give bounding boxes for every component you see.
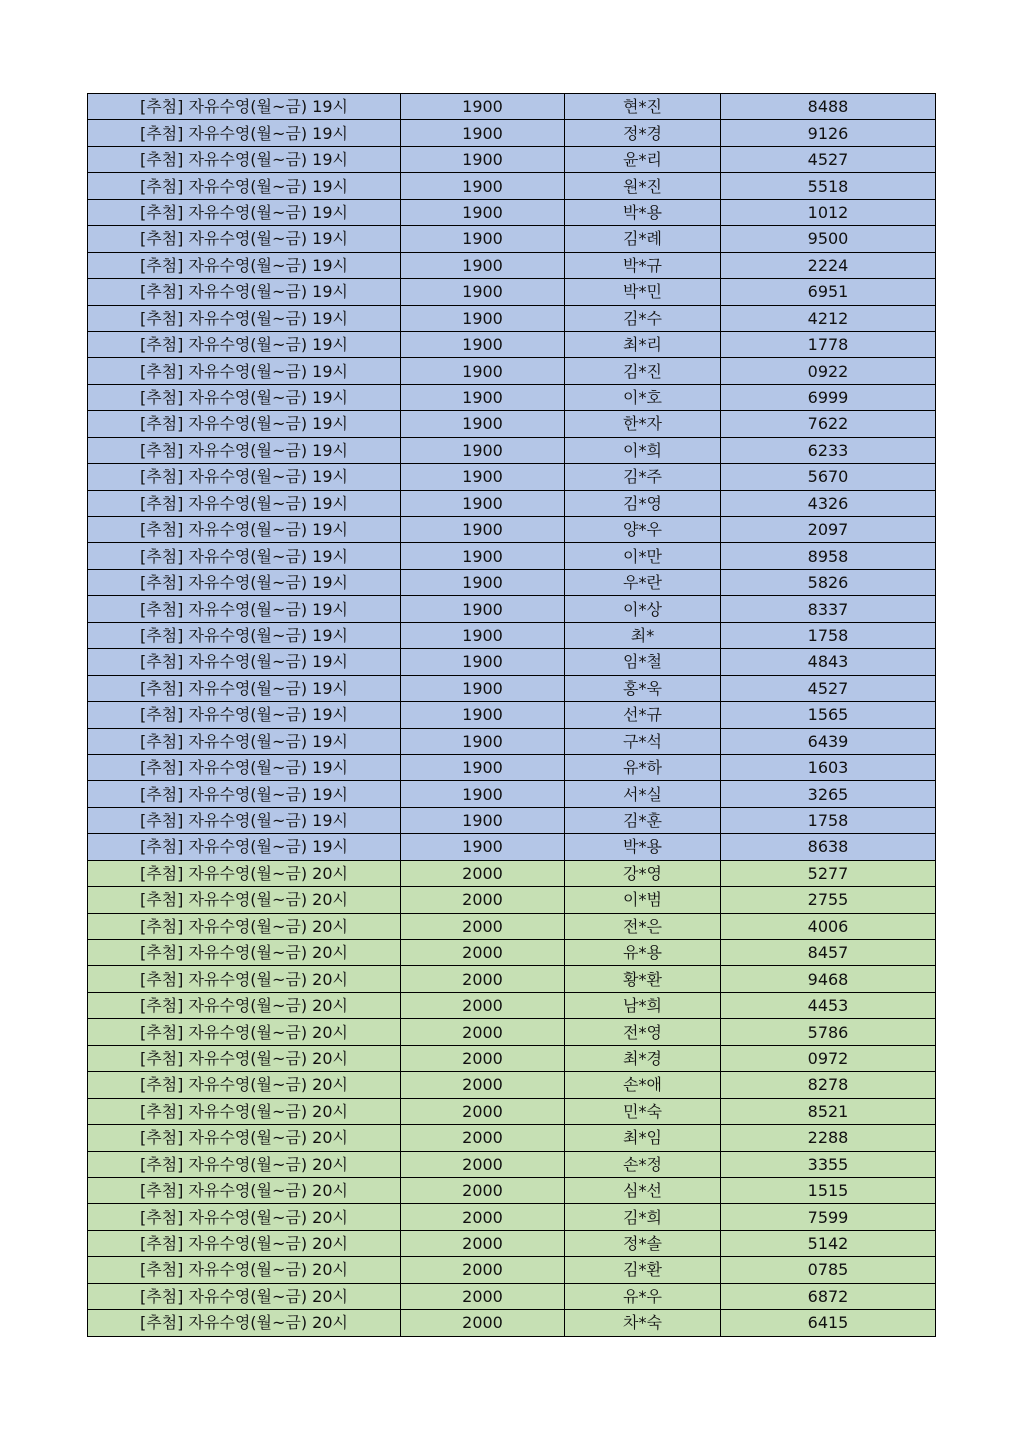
table-row: [88, 437, 936, 463]
name-cell: 김*례: [565, 226, 721, 252]
table-row: [88, 1283, 936, 1309]
code-cell: 2000: [401, 1019, 565, 1045]
number-cell: 8457: [721, 940, 936, 966]
number-cell: 8958: [721, 543, 936, 569]
program-cell: [추첨] 자유수영(월~금) 19시: [88, 173, 401, 199]
table-row: [88, 596, 936, 622]
code-cell: 2000: [401, 1204, 565, 1230]
name-cell: 선*규: [565, 702, 721, 728]
number-cell: 8278: [721, 1072, 936, 1098]
number-cell: 7599: [721, 1204, 936, 1230]
table-row: [88, 384, 936, 410]
code-cell: 2000: [401, 1230, 565, 1256]
name-cell: 이*만: [565, 543, 721, 569]
program-cell: [추첨] 자유수영(월~금) 19시: [88, 252, 401, 278]
table-body: [88, 94, 936, 1337]
code-cell: 1900: [401, 517, 565, 543]
number-cell: 6439: [721, 728, 936, 754]
code-cell: 1900: [401, 384, 565, 410]
table-row: [88, 1230, 936, 1256]
table-row: [88, 305, 936, 331]
name-cell: 홍*욱: [565, 675, 721, 701]
program-cell: [추첨] 자유수영(월~금) 19시: [88, 120, 401, 146]
table-row: [88, 94, 936, 120]
table-row: [88, 146, 936, 172]
program-cell: [추첨] 자유수영(월~금) 20시: [88, 1072, 401, 1098]
program-cell: [추첨] 자유수영(월~금) 19시: [88, 490, 401, 516]
code-cell: 1900: [401, 411, 565, 437]
program-cell: [추첨] 자유수영(월~금) 20시: [88, 1283, 401, 1309]
program-cell: [추첨] 자유수영(월~금) 20시: [88, 992, 401, 1018]
name-cell: 우*란: [565, 569, 721, 595]
code-cell: 1900: [401, 305, 565, 331]
code-cell: 1900: [401, 728, 565, 754]
code-cell: 1900: [401, 120, 565, 146]
number-cell: 6233: [721, 437, 936, 463]
number-cell: 4212: [721, 305, 936, 331]
number-cell: 5670: [721, 464, 936, 490]
table-row: [88, 807, 936, 833]
name-cell: 정*경: [565, 120, 721, 146]
number-cell: 2097: [721, 517, 936, 543]
name-cell: 윤*리: [565, 146, 721, 172]
name-cell: 남*희: [565, 992, 721, 1018]
number-cell: 6872: [721, 1283, 936, 1309]
table-row: [88, 649, 936, 675]
code-cell: 1900: [401, 464, 565, 490]
code-cell: 2000: [401, 1072, 565, 1098]
code-cell: 1900: [401, 781, 565, 807]
table-row: [88, 331, 936, 357]
table-row: [88, 1072, 936, 1098]
program-cell: [추첨] 자유수영(월~금) 19시: [88, 437, 401, 463]
table-row: [88, 1151, 936, 1177]
number-cell: 5142: [721, 1230, 936, 1256]
name-cell: 손*정: [565, 1151, 721, 1177]
name-cell: 전*은: [565, 913, 721, 939]
name-cell: 이*호: [565, 384, 721, 410]
table-row: [88, 1310, 936, 1336]
number-cell: 8337: [721, 596, 936, 622]
name-cell: 김*희: [565, 1204, 721, 1230]
number-cell: 0785: [721, 1257, 936, 1283]
number-cell: 1515: [721, 1177, 936, 1203]
name-cell: 차*숙: [565, 1310, 721, 1336]
name-cell: 김*훈: [565, 807, 721, 833]
program-cell: [추첨] 자유수영(월~금) 19시: [88, 702, 401, 728]
table-row: [88, 1257, 936, 1283]
program-cell: [추첨] 자유수영(월~금) 20시: [88, 1151, 401, 1177]
name-cell: 이*범: [565, 887, 721, 913]
program-cell: [추첨] 자유수영(월~금) 19시: [88, 279, 401, 305]
table-row: [88, 199, 936, 225]
number-cell: 1758: [721, 807, 936, 833]
number-cell: 0972: [721, 1045, 936, 1071]
number-cell: 1603: [721, 754, 936, 780]
code-cell: 1900: [401, 569, 565, 595]
name-cell: 원*진: [565, 173, 721, 199]
code-cell: 1900: [401, 834, 565, 860]
program-cell: [추첨] 자유수영(월~금) 19시: [88, 649, 401, 675]
code-cell: 2000: [401, 1151, 565, 1177]
program-cell: [추첨] 자유수영(월~금) 19시: [88, 569, 401, 595]
number-cell: 1758: [721, 622, 936, 648]
table-row: [88, 754, 936, 780]
name-cell: 구*석: [565, 728, 721, 754]
number-cell: 2224: [721, 252, 936, 278]
code-cell: 2000: [401, 1125, 565, 1151]
table-row: [88, 966, 936, 992]
program-cell: [추첨] 자유수영(월~금) 19시: [88, 146, 401, 172]
program-cell: [추첨] 자유수영(월~금) 19시: [88, 358, 401, 384]
number-cell: 6999: [721, 384, 936, 410]
code-cell: 2000: [401, 1045, 565, 1071]
number-cell: 1565: [721, 702, 936, 728]
table-row: [88, 1125, 936, 1151]
number-cell: 6415: [721, 1310, 936, 1336]
program-cell: [추첨] 자유수영(월~금) 19시: [88, 411, 401, 437]
name-cell: 유*용: [565, 940, 721, 966]
code-cell: 1900: [401, 331, 565, 357]
code-cell: 1900: [401, 252, 565, 278]
program-cell: [추첨] 자유수영(월~금) 20시: [88, 1177, 401, 1203]
name-cell: 정*솔: [565, 1230, 721, 1256]
name-cell: 임*철: [565, 649, 721, 675]
code-cell: 1900: [401, 754, 565, 780]
code-cell: 1900: [401, 173, 565, 199]
code-cell: 1900: [401, 94, 565, 120]
table-row: [88, 728, 936, 754]
program-cell: [추첨] 자유수영(월~금) 19시: [88, 754, 401, 780]
name-cell: 황*환: [565, 966, 721, 992]
table-row: [88, 543, 936, 569]
name-cell: 손*애: [565, 1072, 721, 1098]
program-cell: [추첨] 자유수영(월~금) 20시: [88, 887, 401, 913]
table-row: [88, 464, 936, 490]
code-cell: 2000: [401, 860, 565, 886]
name-cell: 박*규: [565, 252, 721, 278]
name-cell: 김*진: [565, 358, 721, 384]
program-cell: [추첨] 자유수영(월~금) 20시: [88, 1257, 401, 1283]
table-row: [88, 675, 936, 701]
program-cell: [추첨] 자유수영(월~금) 19시: [88, 305, 401, 331]
program-cell: [추첨] 자유수영(월~금) 19시: [88, 675, 401, 701]
code-cell: 2000: [401, 1310, 565, 1336]
program-cell: [추첨] 자유수영(월~금) 20시: [88, 1230, 401, 1256]
program-cell: [추첨] 자유수영(월~금) 20시: [88, 1045, 401, 1071]
name-cell: 양*우: [565, 517, 721, 543]
program-cell: [추첨] 자유수영(월~금) 19시: [88, 226, 401, 252]
name-cell: 박*민: [565, 279, 721, 305]
program-cell: [추첨] 자유수영(월~금) 19시: [88, 199, 401, 225]
program-cell: [추첨] 자유수영(월~금) 19시: [88, 834, 401, 860]
code-cell: 1900: [401, 675, 565, 701]
lottery-results-table: [87, 93, 936, 1337]
number-cell: 4527: [721, 675, 936, 701]
program-cell: [추첨] 자유수영(월~금) 19시: [88, 543, 401, 569]
name-cell: 유*하: [565, 754, 721, 780]
program-cell: [추첨] 자유수영(월~금) 20시: [88, 1098, 401, 1124]
name-cell: 박*용: [565, 834, 721, 860]
table-row: [88, 517, 936, 543]
name-cell: 김*주: [565, 464, 721, 490]
number-cell: 1778: [721, 331, 936, 357]
code-cell: 2000: [401, 913, 565, 939]
table-row: [88, 358, 936, 384]
code-cell: 1900: [401, 596, 565, 622]
code-cell: 2000: [401, 992, 565, 1018]
program-cell: [추첨] 자유수영(월~금) 19시: [88, 728, 401, 754]
code-cell: 2000: [401, 1177, 565, 1203]
number-cell: 2288: [721, 1125, 936, 1151]
program-cell: [추첨] 자유수영(월~금) 19시: [88, 464, 401, 490]
code-cell: 2000: [401, 1098, 565, 1124]
program-cell: [추첨] 자유수영(월~금) 20시: [88, 1125, 401, 1151]
number-cell: 4006: [721, 913, 936, 939]
program-cell: [추첨] 자유수영(월~금) 20시: [88, 1310, 401, 1336]
name-cell: 박*용: [565, 199, 721, 225]
code-cell: 1900: [401, 279, 565, 305]
table-row: [88, 1098, 936, 1124]
number-cell: 3355: [721, 1151, 936, 1177]
program-cell: [추첨] 자유수영(월~금) 20시: [88, 913, 401, 939]
name-cell: 최*: [565, 622, 721, 648]
table-row: [88, 226, 936, 252]
number-cell: 4453: [721, 992, 936, 1018]
name-cell: 이*희: [565, 437, 721, 463]
name-cell: 심*선: [565, 1177, 721, 1203]
number-cell: 4527: [721, 146, 936, 172]
table-row: [88, 173, 936, 199]
code-cell: 1900: [401, 226, 565, 252]
program-cell: [추첨] 자유수영(월~금) 20시: [88, 940, 401, 966]
code-cell: 1900: [401, 702, 565, 728]
table-row: [88, 252, 936, 278]
number-cell: 9468: [721, 966, 936, 992]
table-row: [88, 622, 936, 648]
number-cell: 4843: [721, 649, 936, 675]
number-cell: 7622: [721, 411, 936, 437]
name-cell: 현*진: [565, 94, 721, 120]
table-row: [88, 992, 936, 1018]
name-cell: 유*우: [565, 1283, 721, 1309]
number-cell: 9500: [721, 226, 936, 252]
name-cell: 최*리: [565, 331, 721, 357]
number-cell: 8521: [721, 1098, 936, 1124]
number-cell: 5786: [721, 1019, 936, 1045]
number-cell: 1012: [721, 199, 936, 225]
table-row: [88, 279, 936, 305]
table-row: [88, 1019, 936, 1045]
table-row: [88, 569, 936, 595]
name-cell: 한*자: [565, 411, 721, 437]
program-cell: [추첨] 자유수영(월~금) 19시: [88, 807, 401, 833]
name-cell: 민*숙: [565, 1098, 721, 1124]
name-cell: 김*환: [565, 1257, 721, 1283]
program-cell: [추첨] 자유수영(월~금) 19시: [88, 331, 401, 357]
name-cell: 최*임: [565, 1125, 721, 1151]
program-cell: [추첨] 자유수영(월~금) 19시: [88, 781, 401, 807]
code-cell: 2000: [401, 966, 565, 992]
table-row: [88, 1204, 936, 1230]
table-row: [88, 1177, 936, 1203]
code-cell: 1900: [401, 146, 565, 172]
program-cell: [추첨] 자유수영(월~금) 19시: [88, 622, 401, 648]
table-row: [88, 490, 936, 516]
name-cell: 전*영: [565, 1019, 721, 1045]
number-cell: 9126: [721, 120, 936, 146]
program-cell: [추첨] 자유수영(월~금) 19시: [88, 384, 401, 410]
table-row: [88, 781, 936, 807]
code-cell: 1900: [401, 437, 565, 463]
name-cell: 강*영: [565, 860, 721, 886]
table-row: [88, 887, 936, 913]
number-cell: 4326: [721, 490, 936, 516]
code-cell: 2000: [401, 1257, 565, 1283]
table-row: [88, 940, 936, 966]
program-cell: [추첨] 자유수영(월~금) 20시: [88, 860, 401, 886]
number-cell: 5277: [721, 860, 936, 886]
number-cell: 8638: [721, 834, 936, 860]
program-cell: [추첨] 자유수영(월~금) 20시: [88, 966, 401, 992]
table-row: [88, 411, 936, 437]
table-row: [88, 702, 936, 728]
number-cell: 8488: [721, 94, 936, 120]
code-cell: 2000: [401, 1283, 565, 1309]
name-cell: 김*수: [565, 305, 721, 331]
name-cell: 김*영: [565, 490, 721, 516]
number-cell: 6951: [721, 279, 936, 305]
name-cell: 최*경: [565, 1045, 721, 1071]
number-cell: 2755: [721, 887, 936, 913]
table-row: [88, 913, 936, 939]
number-cell: 3265: [721, 781, 936, 807]
table-row: [88, 860, 936, 886]
number-cell: 5826: [721, 569, 936, 595]
code-cell: 1900: [401, 543, 565, 569]
program-cell: [추첨] 자유수영(월~금) 20시: [88, 1204, 401, 1230]
code-cell: 1900: [401, 807, 565, 833]
program-cell: [추첨] 자유수영(월~금) 19시: [88, 596, 401, 622]
table-row: [88, 834, 936, 860]
code-cell: 1900: [401, 358, 565, 384]
name-cell: 이*상: [565, 596, 721, 622]
code-cell: 1900: [401, 490, 565, 516]
table-row: [88, 120, 936, 146]
code-cell: 2000: [401, 940, 565, 966]
code-cell: 1900: [401, 622, 565, 648]
number-cell: 0922: [721, 358, 936, 384]
number-cell: 5518: [721, 173, 936, 199]
program-cell: [추첨] 자유수영(월~금) 20시: [88, 1019, 401, 1045]
code-cell: 1900: [401, 199, 565, 225]
program-cell: [추첨] 자유수영(월~금) 19시: [88, 94, 401, 120]
code-cell: 2000: [401, 887, 565, 913]
table-row: [88, 1045, 936, 1071]
code-cell: 1900: [401, 649, 565, 675]
program-cell: [추첨] 자유수영(월~금) 19시: [88, 517, 401, 543]
name-cell: 서*실: [565, 781, 721, 807]
